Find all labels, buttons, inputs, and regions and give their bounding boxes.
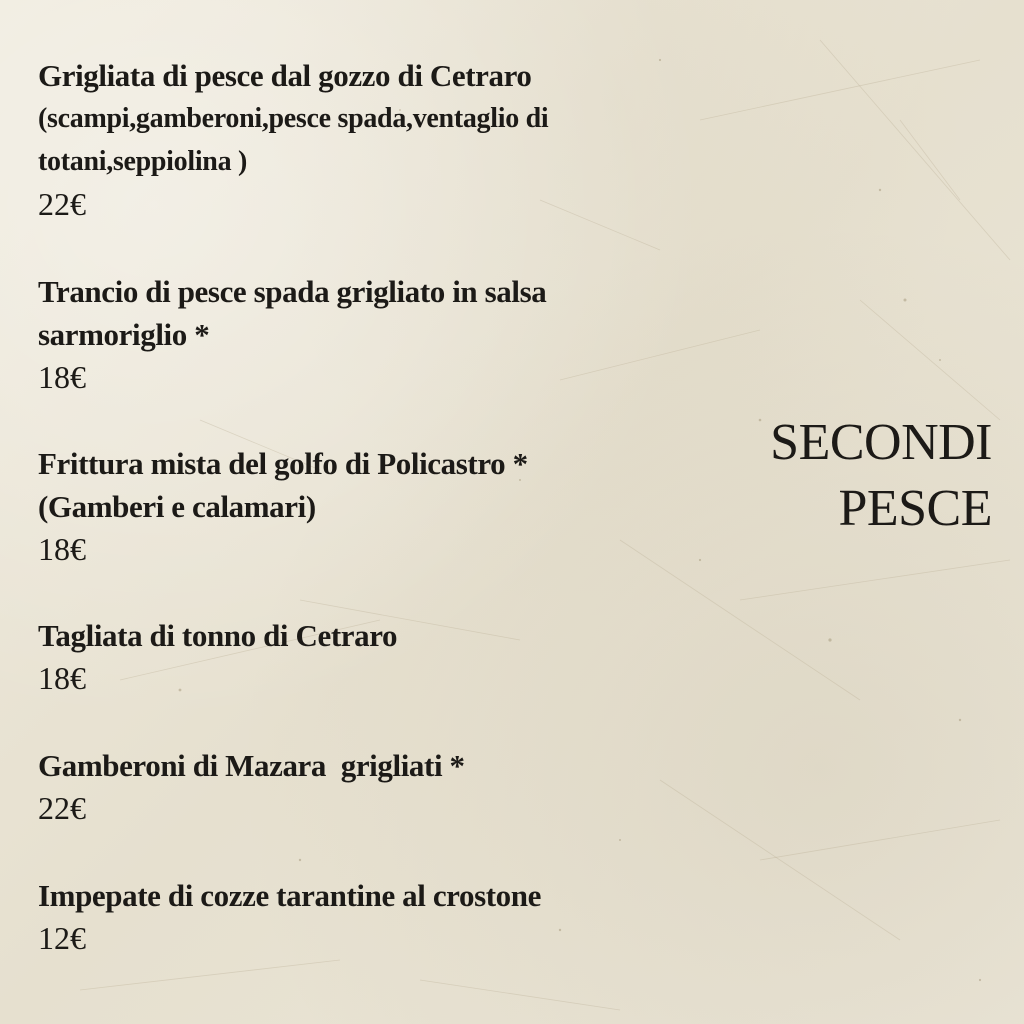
dish-name: sarmoriglio *	[38, 317, 210, 352]
dish-name: Impepate di cozze tarantine al crostone	[38, 878, 541, 913]
menu-item	[38, 442, 528, 571]
dish-price: 18€	[38, 531, 86, 567]
dish-name: Gamberoni di Mazara grigliati *	[38, 748, 465, 783]
dish-name: Tagliata di tonno di Cetraro	[38, 618, 398, 653]
section-title-line: PESCE	[838, 480, 992, 537]
menu-item	[38, 614, 397, 700]
menu-item	[38, 874, 541, 960]
dish-price: 18€	[38, 359, 86, 395]
dish-description: (scampi,gamberoni,pesce spada,ventaglio di	[38, 103, 549, 134]
dish-description: totani,seppiolina )	[38, 146, 248, 177]
dish-price: 12€	[38, 920, 86, 956]
dish-name: Grigliata di pesce dal gozzo di Cetraro	[38, 58, 532, 93]
menu-item	[38, 270, 546, 399]
dish-price: 18€	[38, 660, 86, 696]
dish-name: Frittura mista del golfo di Policastro *	[38, 446, 528, 481]
dish-price: 22€	[38, 790, 86, 826]
dish-price: 22€	[38, 186, 86, 222]
section-title	[770, 410, 992, 542]
menu-item	[38, 744, 465, 830]
dish-name: Trancio di pesce spada grigliato in salsa	[38, 274, 547, 309]
menu-item	[38, 54, 548, 226]
section-title-line: SECONDI	[770, 414, 992, 471]
dish-description: (Gamberi e calamari)	[38, 489, 316, 524]
